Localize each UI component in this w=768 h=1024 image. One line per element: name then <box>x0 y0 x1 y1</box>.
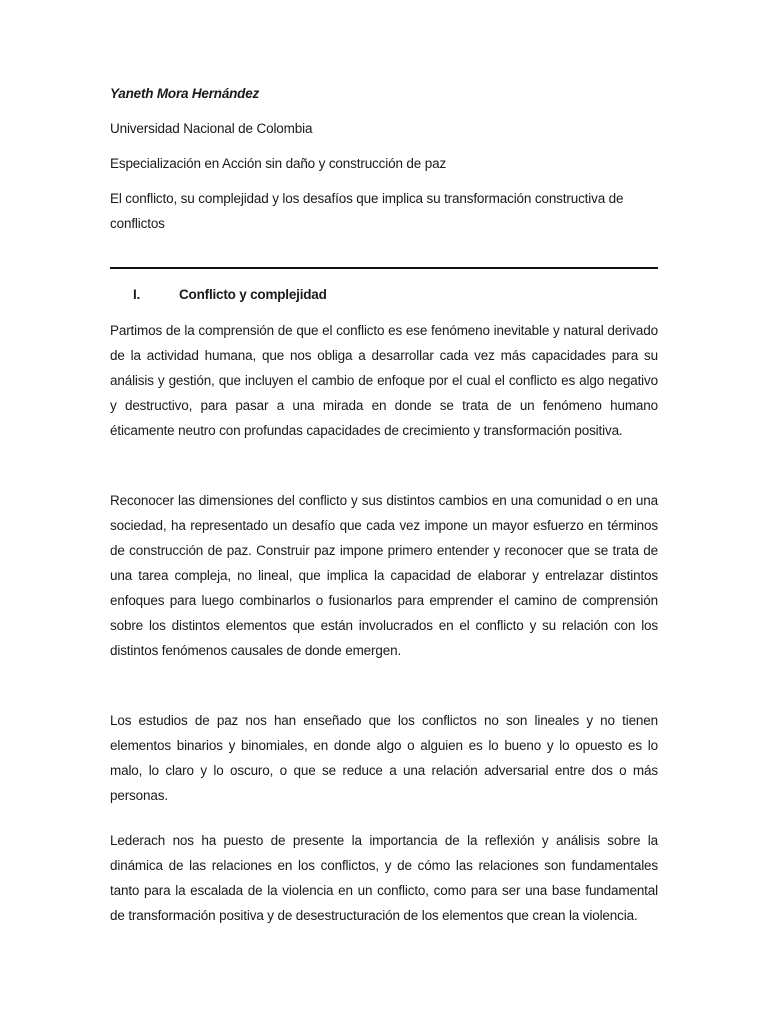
essay-topic: El conflicto, su complejidad y los desafíos que implica su transformación constructiva de conflictos <box>110 191 624 231</box>
paragraph: Reconocer las dimensiones del conflicto y sus distintos cambios en una comunidad o en una sociedad, ha representado un desafío que cada vez impone un mayor esfuerzo en términos de construcción de paz. Construir paz impone primero entender y reconocer que se trata de una tarea compleja, no lineal, que implica la capacidad de elaborar y entrelazar distintos enfoques para luego combinarlos o fusionarlos para emprender el camino de comprensión sobre los distintos elementos que están involucrados en el conflicto y su relación con los distintos fenómenos causales de donde emergen. <box>110 493 658 658</box>
paragraph: Partimos de la comprensión de que el conflicto es ese fenómeno inevitable y natural derivado de la actividad humana, que nos obliga a desarrollar cada vez más capacidades para su análisis y gestión, que incluyen el cambio de enfoque por el cual el conflicto es algo negativo y destructivo, para pasar a una mirada en donde se trata de un fenómeno humano éticamente neutro con profundas capacidades de crecimiento y transformación positiva. <box>110 323 658 438</box>
author-name: Yaneth Mora Hernández <box>110 86 260 101</box>
section-number: I. <box>133 287 141 302</box>
program-name: Especialización en Acción sin daño y construcción de paz <box>110 156 447 171</box>
paragraph: Los estudios de paz nos han enseñado que los conflictos no son lineales y no tienen elementos binarios y binomiales, en donde algo o alguien es lo bueno y lo opuesto es lo malo, lo claro y lo oscuro, o que se reduce a una relación adversarial entre dos o más personas. <box>110 713 658 803</box>
horizontal-divider <box>110 267 658 269</box>
paragraph: Lederach nos ha puesto de presente la importancia de la reflexión y análisis sobre la dinámica de las relaciones en los conflictos, y de cómo las relaciones son fundamentales tanto para la escalada de la violencia en un conflicto, como para ser una base fundamental de transformación positiva y de desestructuración de los elementos que crean la violencia. <box>110 833 658 923</box>
university-name: Universidad Nacional de Colombia <box>110 121 313 136</box>
section-title: Conflicto y complejidad <box>179 287 327 302</box>
